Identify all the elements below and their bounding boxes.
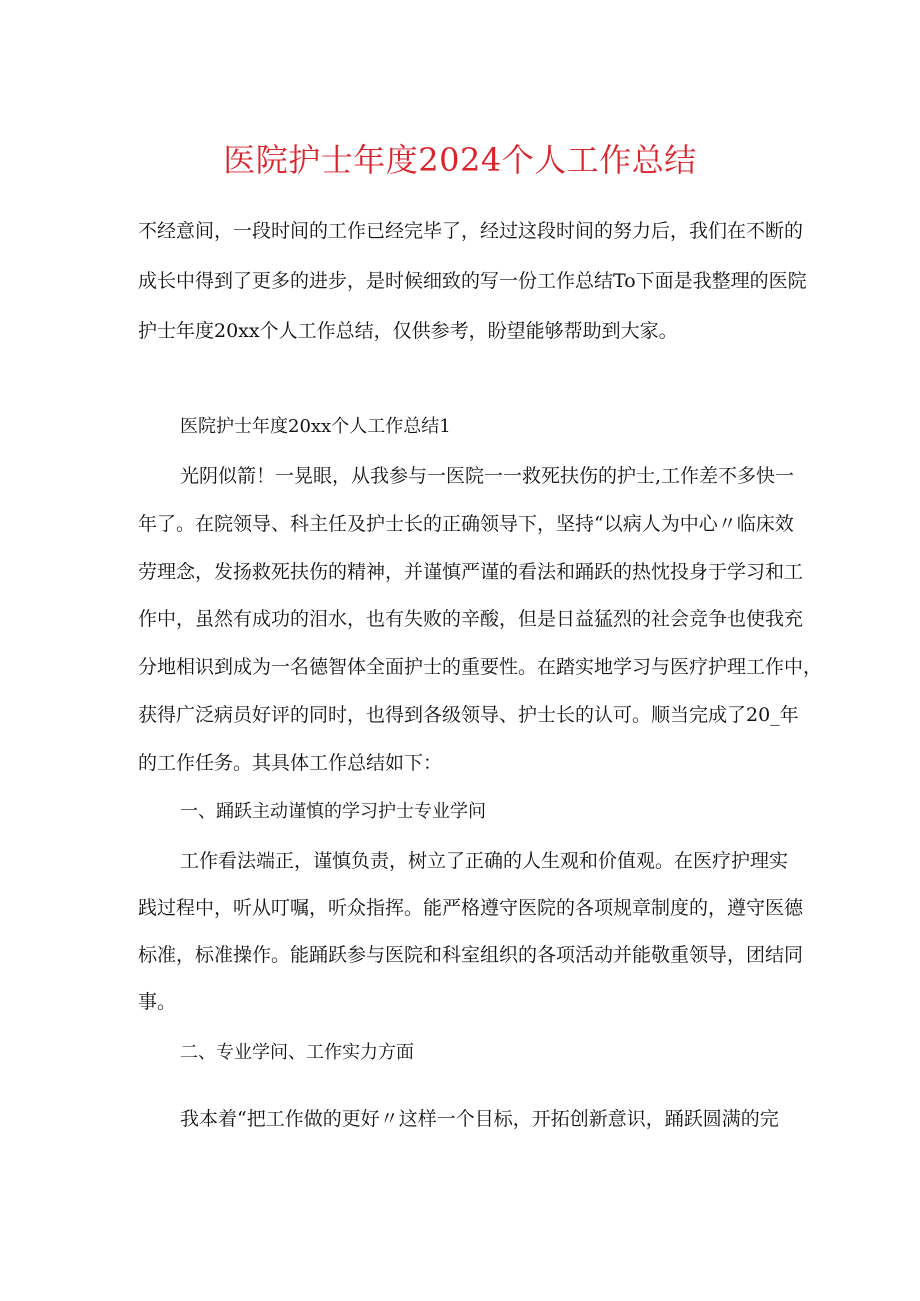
paragraph-line: 分地相识到成为一名德智体全面护士的重要性。在踏实地学习与医疗护理工作中， xyxy=(138,656,823,678)
subheading: 一、踊跃主动谨慎的学习护士专业学问 xyxy=(180,801,486,822)
subheading: 二、专业学问、工作实力方面 xyxy=(180,1042,414,1063)
paragraph-line: 作中，虽然有成功的泪水，也有失败的辛酸，但是日益猛烈的社会竞争也使我充 xyxy=(138,608,804,630)
paragraph-line: 我本着“把工作做的更好〃这样一个目标，开拓创新意识，踊跃圆满的完 xyxy=(180,1108,779,1130)
intro-line: 护士年度20xx个人工作总结，仅供参考，盼望能够帮助到大家。 xyxy=(138,320,678,342)
paragraph-line: 践过程中，听从叮嘱，听众指挥。能严格遵守医院的各项规章制度的，遵守医德 xyxy=(138,897,804,919)
paragraph-line: 获得广泛病员好评的同时，也得到各级领导、护士长的认可。顺当完成了20_年 xyxy=(138,704,799,726)
paragraph-line: 劳理念，发扬救死扶伤的精神，并谨慎严谨的看法和踊跃的热忱投身于学习和工 xyxy=(138,561,804,583)
paragraph-line: 事。 xyxy=(138,991,177,1013)
paragraph-line: 标准，标准操作。能踊跃参与医院和科室组织的各项活动并能敬重领导，团结同 xyxy=(138,944,804,966)
paragraph-line: 年了。在院领导、科主任及护士长的正确领导下，坚持“以病人为中心〃临床效 xyxy=(138,513,794,535)
paragraph-line: 工作看法端正，谨慎负责，树立了正确的人生观和价值观。在医疗护理实 xyxy=(180,850,789,872)
paragraph-line: 光阴似箭！一晃眼，从我参与一医院一一救死扶伤的护士,工作差不多快一 xyxy=(180,465,795,487)
section-heading: 医院护士年度20xx个人工作总结1 xyxy=(180,416,451,437)
intro-line: 成长中得到了更多的进步，是时候细致的写一份工作总结To下面是我整理的医院 xyxy=(138,270,807,292)
intro-line: 不经意间，一段时间的工作已经完毕了，经过这段时间的努力后，我们在不断的 xyxy=(138,220,804,242)
paragraph-line: 的工作任务。其具体工作总结如下： xyxy=(138,752,443,774)
document-title: 医院护士年度2024个人工作总结 xyxy=(223,141,697,179)
